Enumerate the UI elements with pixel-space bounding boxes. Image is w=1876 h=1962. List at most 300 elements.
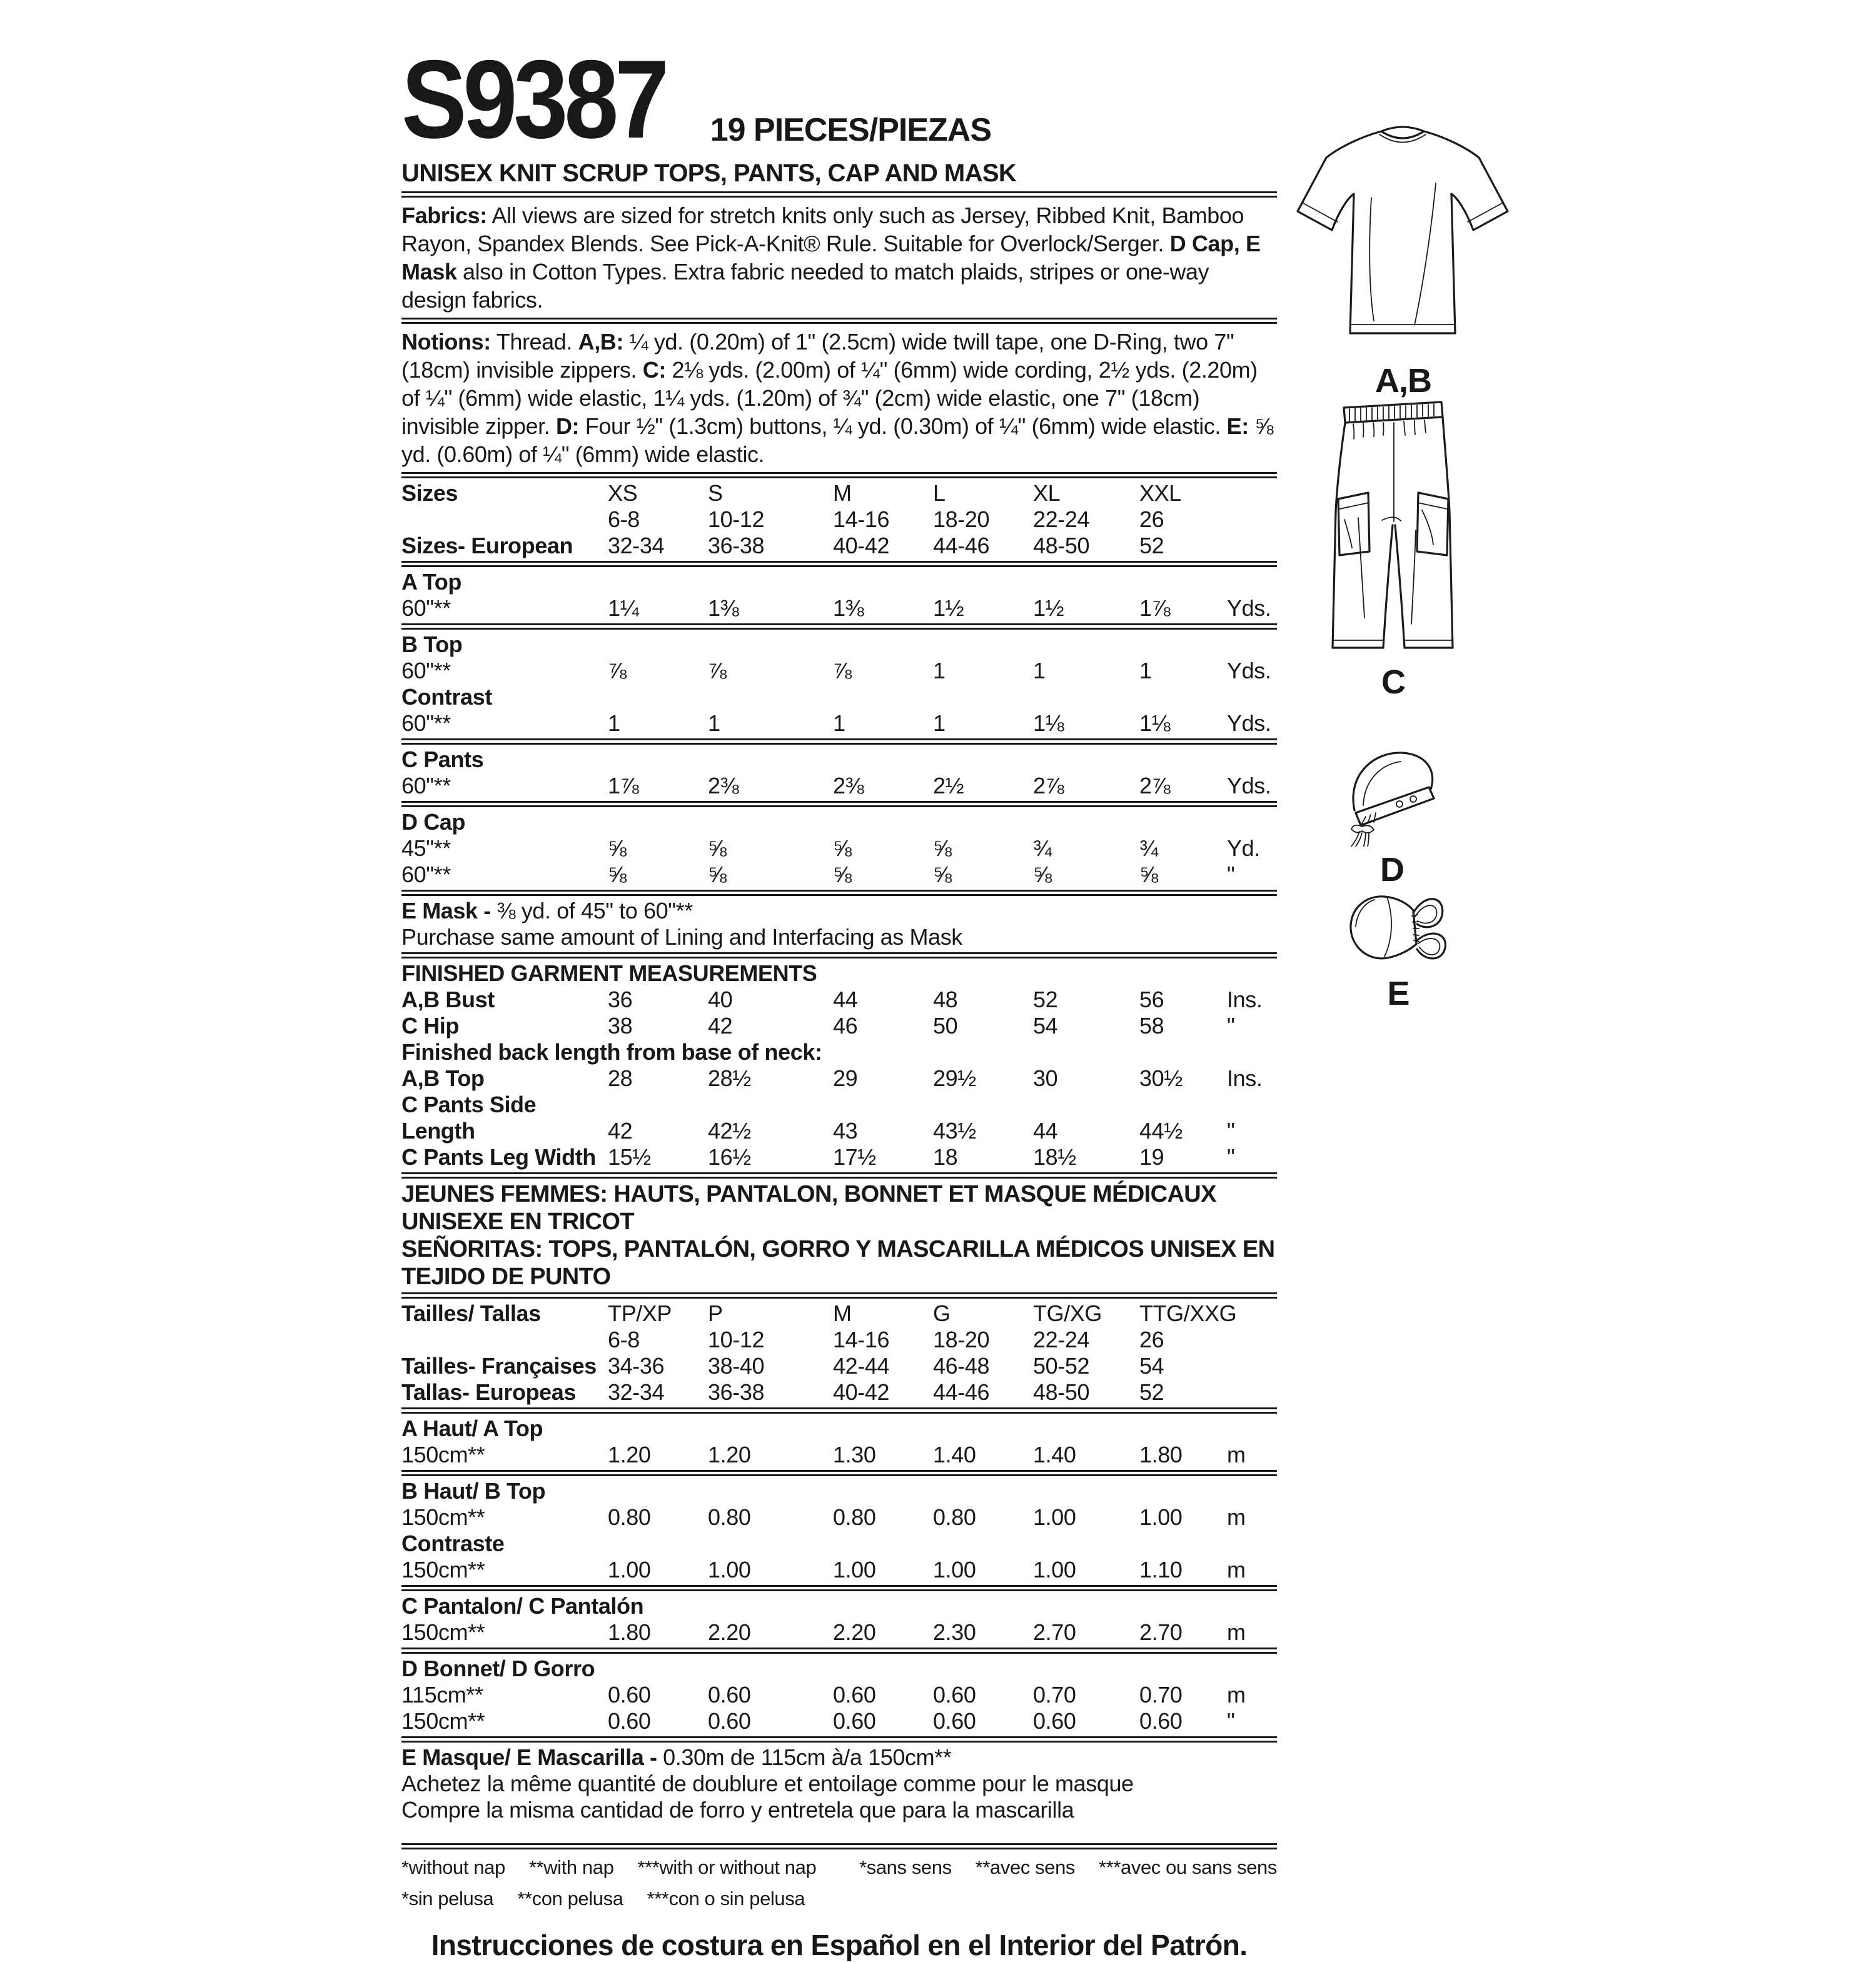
pattern-number: S9387 (401, 37, 666, 161)
unit-cell: " (1227, 1013, 1235, 1039)
value-cell: 0.70 (1033, 1682, 1076, 1708)
unit-cell: m (1227, 1682, 1246, 1708)
value-cell: 1¼ (608, 595, 639, 621)
value-cell: 44-46 (933, 1379, 990, 1405)
divider (401, 561, 1277, 567)
value-cell: 1.80 (1139, 1442, 1183, 1467)
value-cell: 0.60 (708, 1708, 751, 1734)
table-row (401, 658, 1277, 684)
value-cell: 30 (1033, 1065, 1058, 1091)
value-cell: 14-16 (833, 1327, 890, 1352)
value-cell: 0.60 (933, 1682, 976, 1708)
pants-illustration (1321, 398, 1466, 659)
table-row (401, 924, 1277, 950)
row-label: A,B Top (401, 1065, 485, 1091)
value-cell: 56 (1139, 987, 1164, 1012)
row-label: B Top (401, 631, 463, 657)
table-row (401, 533, 1277, 559)
footnote: **avec sens (975, 1856, 1076, 1878)
unit-cell: " (1227, 1118, 1235, 1144)
table-row (401, 898, 1277, 924)
unit-cell: m (1227, 1504, 1246, 1530)
value-cell: ⅝ (608, 862, 627, 887)
value-cell: S (708, 480, 723, 506)
value-cell: 17½ (833, 1144, 876, 1170)
table-row (401, 1144, 1277, 1170)
row-text (401, 1744, 1277, 1771)
figure-label-e: E (1387, 975, 1410, 1012)
value-cell: XL (1033, 480, 1061, 506)
table-row (401, 1708, 1277, 1734)
value-cell: 2⅜ (833, 773, 864, 798)
row-text: Compre la misma cantidad de forro y entretela que para la mascarilla (401, 1797, 1074, 1823)
value-cell: 0.70 (1139, 1682, 1183, 1708)
face-mask-illustration (1343, 888, 1453, 970)
value-cell: 1 (833, 710, 845, 736)
footnotes-line-1 (401, 1854, 1277, 1881)
value-cell: 22-24 (1033, 506, 1090, 532)
value-cell: 1⅛ (1139, 710, 1171, 736)
value-cell: 43½ (933, 1118, 976, 1144)
value-cell: 0.60 (833, 1708, 876, 1734)
value-cell: TTG/XXG (1139, 1300, 1237, 1326)
footnotes-spanish (401, 1886, 805, 1912)
table-row (401, 1442, 1277, 1468)
value-cell: ⅝ (933, 862, 952, 887)
row-label: 60"** (401, 862, 451, 887)
value-cell: XS (608, 480, 638, 506)
value-cell: 1½ (1033, 595, 1064, 621)
french-heading: JEUNES FEMMES: HAUTS, PANTALON, BONNET ET MASQUE MÉDICAUX UNISEXE EN TRICOT (401, 1181, 1216, 1235)
row-label: C Pants Leg Width (401, 1144, 596, 1170)
value-cell: 1⅛ (1033, 710, 1064, 736)
unit-cell: Yds. (1227, 595, 1271, 621)
value-cell: P (708, 1300, 723, 1326)
table-row (401, 747, 1277, 773)
row-label: 150cm** (401, 1557, 485, 1582)
row-label: Tallas- Europeas (401, 1379, 577, 1405)
row-label: D Cap (401, 809, 466, 835)
value-cell: 18 (933, 1144, 958, 1170)
text-segment: E: (1226, 413, 1249, 439)
value-cell: 0.60 (1139, 1708, 1183, 1734)
value-cell: 48-50 (1033, 533, 1090, 558)
value-cell: 6-8 (608, 1327, 640, 1352)
row-label: Finished back length from base of neck: (401, 1039, 822, 1065)
row-label: C Pants (401, 747, 484, 772)
value-cell: 1.00 (708, 1557, 751, 1582)
table-row (401, 1065, 1277, 1092)
value-cell: 48-50 (1033, 1379, 1090, 1405)
divider (401, 952, 1277, 958)
value-cell: 44 (1033, 1118, 1058, 1144)
value-cell: 2⅞ (1033, 773, 1064, 798)
value-cell: 26 (1139, 506, 1164, 532)
value-cell: ¾ (1033, 835, 1052, 861)
text-segment: ⅜ yd. of 45" to 60"** (497, 898, 693, 923)
table-row (401, 1557, 1277, 1583)
text-segment: D: (555, 413, 580, 439)
value-cell: 0.80 (933, 1504, 976, 1530)
value-cell: 32-34 (608, 533, 665, 558)
row-label: Tailles/ Tallas (401, 1300, 541, 1326)
row-label: B Haut/ B Top (401, 1478, 546, 1504)
table-row (401, 506, 1277, 533)
value-cell: 10-12 (708, 506, 765, 532)
value-cell: M (833, 480, 852, 506)
value-cell: ¾ (1139, 835, 1158, 861)
figure-pants-c (1321, 398, 1466, 702)
value-cell: ⅝ (708, 835, 727, 861)
value-cell: 1 (708, 710, 720, 736)
row-label: 150cm** (401, 1708, 485, 1734)
notions-paragraph (401, 328, 1277, 468)
value-cell: 1.80 (608, 1619, 651, 1645)
table-row (401, 1300, 1277, 1327)
value-cell: 42½ (708, 1118, 751, 1144)
value-cell: 54 (1139, 1353, 1164, 1379)
tshirt-back-illustration (1287, 118, 1520, 358)
row-label: Contraste (401, 1531, 505, 1556)
figure-top-ab (1287, 118, 1520, 400)
unit-cell: " (1227, 1708, 1235, 1734)
table-row (401, 1327, 1277, 1353)
row-label: Tailles- Françaises (401, 1353, 597, 1379)
divider (401, 623, 1277, 630)
value-cell: 19 (1139, 1144, 1164, 1170)
figure-mask-e (1343, 888, 1453, 1013)
text-segment: C: (642, 357, 666, 383)
value-cell: ⅝ (608, 835, 627, 861)
text-segment: Fabrics: (401, 203, 487, 228)
divider (401, 738, 1277, 745)
value-cell: 50 (933, 1013, 958, 1039)
value-cell: ⅝ (833, 862, 852, 887)
text-segment: also in Cotton Types. Extra fabric needed to match plaids, stripes or one-way design fabrics. (401, 259, 1209, 313)
value-cell: 44-46 (933, 533, 990, 558)
table-row (401, 710, 1277, 737)
unit-cell: m (1227, 1442, 1246, 1467)
value-cell: G (933, 1300, 951, 1326)
value-cell: 0.60 (608, 1682, 651, 1708)
value-cell: 28 (608, 1065, 633, 1091)
table-row (401, 1504, 1277, 1531)
value-cell: 54 (1033, 1013, 1058, 1039)
value-cell: ⅝ (933, 835, 952, 861)
value-cell: 1 (933, 658, 946, 683)
value-cell: 1 (608, 710, 620, 736)
row-label: C Hip (401, 1013, 459, 1039)
value-cell: 1.20 (608, 1442, 651, 1467)
table-row (401, 1771, 1277, 1797)
table-row (401, 773, 1277, 799)
value-cell: ⅞ (708, 658, 727, 683)
row-label: 150cm** (401, 1619, 485, 1645)
value-cell: 2.70 (1139, 1619, 1183, 1645)
value-cell: 50-52 (1033, 1353, 1090, 1379)
table-row (401, 595, 1277, 621)
table-row (401, 1039, 1277, 1065)
text-segment: 0.30m de 115cm à/a 150cm** (663, 1744, 952, 1770)
divider (401, 801, 1277, 807)
divider (401, 890, 1277, 896)
table-row (401, 684, 1277, 710)
table-row (401, 1416, 1277, 1442)
divider (401, 318, 1277, 324)
figure-label-ab: A,B (1375, 362, 1431, 400)
table-row (401, 1656, 1277, 1682)
fabrics-paragraph (401, 201, 1277, 314)
row-label: D Bonnet/ D Gorro (401, 1656, 595, 1681)
value-cell: 1.00 (933, 1557, 976, 1582)
value-cell: 1.00 (608, 1557, 651, 1582)
value-cell: 42-44 (833, 1353, 890, 1379)
value-cell: 1.00 (1033, 1557, 1076, 1582)
unit-cell: " (1227, 1144, 1235, 1170)
value-cell: 6-8 (608, 506, 640, 532)
value-cell: 1 (1033, 658, 1046, 683)
divider (401, 1407, 1277, 1414)
value-cell: ⅝ (708, 862, 727, 887)
value-cell: 29 (833, 1065, 858, 1091)
text-segment: Thread. (490, 329, 578, 355)
value-cell: 18-20 (933, 1327, 990, 1352)
value-cell: 38-40 (708, 1353, 765, 1379)
row-label: A Top (401, 569, 461, 595)
row-label: A Haut/ A Top (401, 1416, 543, 1441)
table-row (401, 1478, 1277, 1504)
value-cell: 1⅞ (1139, 595, 1171, 621)
value-cell: 16½ (708, 1144, 751, 1170)
unit-cell: Yds. (1227, 773, 1271, 798)
text-segment: 2⅛ yds. (2.00m) of ¼" (6mm) wide cording, 2½ yds. (2.20m) of ¼" (6mm) wide elastic, 1¼ yds. (1.20m) of ¾" (2cm) wide elastic, one 7" (18cm) invisible zipper. (401, 357, 1258, 439)
row-label: C Pants Side Length (401, 1092, 537, 1144)
row-label: 150cm** (401, 1504, 485, 1530)
value-cell: 2.30 (933, 1619, 976, 1645)
unit-cell: Ins. (1227, 987, 1263, 1012)
title-row (401, 33, 1277, 161)
table-row (401, 1531, 1277, 1557)
row-label: 150cm** (401, 1442, 485, 1467)
table-row (401, 480, 1277, 506)
value-cell: 0.80 (708, 1504, 751, 1530)
garment-description: UNISEX KNIT SCRUP TOPS, PANTS, CAP AND MASK (401, 159, 1017, 187)
divider (401, 1736, 1277, 1743)
unit-cell: Yd. (1227, 835, 1260, 861)
row-label: A,B Bust (401, 987, 495, 1012)
value-cell: ⅝ (833, 835, 852, 861)
value-cell: 48 (933, 987, 958, 1012)
text-segment: E Masque/ E Mascarilla - (401, 1744, 663, 1770)
footnote: ***avec ou sans sens (1099, 1856, 1277, 1878)
value-cell: 0.80 (833, 1504, 876, 1530)
table-row (401, 809, 1277, 835)
value-cell: XXL (1139, 480, 1181, 506)
footnotes-line-2 (401, 1886, 1277, 1912)
value-cell: 40 (708, 987, 733, 1012)
value-cell: 52 (1139, 1379, 1164, 1405)
main-column (401, 33, 1277, 1962)
text-segment: ⅝ yd. (0.60m) of ¼" (6mm) wide elastic. (401, 413, 1274, 467)
scrub-cap-illustration (1337, 743, 1447, 847)
table-row (401, 631, 1277, 658)
value-cell: 0.60 (708, 1682, 751, 1708)
value-cell: 43 (833, 1118, 858, 1144)
unit-cell: Ins. (1227, 1065, 1263, 1091)
figure-label-d: D (1380, 851, 1404, 888)
value-cell: 44½ (1139, 1118, 1183, 1144)
value-cell: 2⅞ (1139, 773, 1171, 798)
table-row (401, 1353, 1277, 1379)
value-cell: 58 (1139, 1013, 1164, 1039)
row-label: 60"** (401, 773, 451, 798)
table-row (401, 1092, 1277, 1144)
row-label: Sizes- European (401, 533, 573, 558)
unit-cell: m (1227, 1619, 1246, 1645)
value-cell: 0.80 (608, 1504, 651, 1530)
divider (401, 1648, 1277, 1654)
value-cell: 1.00 (833, 1557, 876, 1582)
pieces-count: 19 PIECES/PIEZAS (710, 112, 992, 148)
value-cell: 22-24 (1033, 1327, 1090, 1352)
value-cell: 46-48 (933, 1353, 990, 1379)
footnotes-french (859, 1854, 1277, 1881)
table-row (401, 569, 1277, 595)
row-text: Purchase same amount of Lining and Interfacing as Mask (401, 924, 962, 950)
value-cell: 44 (833, 987, 858, 1012)
table-row (401, 1013, 1277, 1039)
spanish-heading: SEÑORITAS: TOPS, PANTALÓN, GORRO Y MASCARILLA MÉDICOS UNISEX EN TEJIDO DE PUNTO (401, 1236, 1275, 1290)
row-text: Achetez la même quantité de doublure et entoilage comme pour le masque (401, 1771, 1134, 1796)
value-cell: 1.30 (833, 1442, 876, 1467)
value-cell: 2⅜ (708, 773, 739, 798)
yardage-table-metric (401, 1292, 1277, 1823)
value-cell: 1⅞ (608, 773, 639, 798)
table-row (401, 862, 1277, 888)
value-cell: 0.60 (608, 1708, 651, 1734)
row-label: 115cm** (401, 1682, 483, 1708)
value-cell: 46 (833, 1013, 858, 1039)
value-cell: 1⅜ (833, 595, 864, 621)
value-cell: ⅝ (1033, 862, 1052, 887)
value-cell: 1.40 (1033, 1442, 1076, 1467)
value-cell: ⅞ (833, 658, 852, 683)
figure-label-c: C (1381, 663, 1405, 701)
value-cell: 1.10 (1139, 1557, 1183, 1582)
unit-cell: " (1227, 862, 1235, 887)
value-cell: 52 (1033, 987, 1058, 1012)
table-row (401, 835, 1277, 862)
footnote: *sin pelusa (401, 1888, 494, 1909)
value-cell: 15½ (608, 1144, 651, 1170)
text-segment: A,B: (578, 329, 623, 355)
value-cell: 1⅜ (708, 595, 739, 621)
value-cell: ⅞ (608, 658, 627, 683)
row-label: 60"** (401, 658, 451, 683)
text-segment: ¼ yd. (0.20m) of 1" (2.5cm) wide twill tape, one D-Ring, two 7" (18cm) invisible zippers. (401, 329, 1234, 383)
value-cell: 0.60 (1033, 1708, 1076, 1734)
value-cell: 0.60 (833, 1682, 876, 1708)
row-label: C Pantalon/ C Pantalón (401, 1593, 644, 1619)
divider (401, 472, 1277, 478)
value-cell: 30½ (1139, 1065, 1183, 1091)
value-cell: 36-38 (708, 533, 765, 558)
value-cell: 2½ (933, 773, 964, 798)
text-segment: All views are sized for stretch knits only such as Jersey, Ribbed Knit, Bamboo Rayon, Spandex Blends. See Pick-A-Knit® Rule. Suitable for Overlock/Serger. (401, 203, 1244, 256)
value-cell: 2.20 (708, 1619, 751, 1645)
table-row (401, 1619, 1277, 1646)
value-cell: 26 (1139, 1327, 1164, 1352)
value-cell: 1 (933, 710, 946, 736)
value-cell: L (933, 480, 946, 506)
unit-cell: Yds. (1227, 658, 1271, 683)
footnotes-english (401, 1854, 816, 1881)
figure-cap-d (1337, 743, 1447, 889)
value-cell: ⅝ (1139, 862, 1158, 887)
table-row (401, 1379, 1277, 1406)
footnote: **with nap (528, 1856, 614, 1878)
value-cell: 42 (608, 1118, 633, 1144)
value-cell: 36-38 (708, 1379, 765, 1405)
value-cell: 0.60 (933, 1708, 976, 1734)
row-text (401, 898, 1277, 924)
value-cell: 40-42 (833, 533, 890, 558)
value-cell: 52 (1139, 533, 1164, 558)
value-cell: M (833, 1300, 852, 1326)
value-cell: 28½ (708, 1065, 751, 1091)
footnote: **con pelusa (517, 1888, 623, 1909)
value-cell: 29½ (933, 1065, 976, 1091)
table-row (401, 1744, 1277, 1771)
unit-cell: Yds. (1227, 710, 1271, 736)
footnote: ***with or without nap (637, 1856, 817, 1878)
value-cell: 10-12 (708, 1327, 765, 1352)
value-cell: 18½ (1033, 1144, 1076, 1170)
text-segment: D Cap, E Mask (401, 231, 1261, 284)
value-cell: 1.20 (708, 1442, 751, 1467)
divider (401, 1585, 1277, 1591)
value-cell: 32-34 (608, 1379, 665, 1405)
value-cell: 1.00 (1033, 1504, 1076, 1530)
row-label: 60"** (401, 710, 451, 736)
footnote: *without nap (401, 1856, 505, 1878)
value-cell: 1.40 (933, 1442, 976, 1467)
value-cell: 1½ (933, 595, 964, 621)
row-label: 45"** (401, 835, 451, 861)
row-label: FINISHED GARMENT MEASUREMENTS (401, 960, 817, 986)
table-row (401, 960, 1277, 987)
table-row (401, 987, 1277, 1013)
value-cell: 42 (708, 1013, 733, 1039)
table-row (401, 1593, 1277, 1619)
value-cell: TP/XP (608, 1300, 672, 1326)
row-label: Sizes (401, 480, 458, 506)
divider (401, 191, 1277, 198)
divider (401, 1172, 1277, 1179)
value-cell: TG/XG (1033, 1300, 1102, 1326)
value-cell: 18-20 (933, 506, 990, 532)
text-segment: Notions: (401, 329, 491, 355)
divider (401, 1843, 1277, 1849)
value-cell: 38 (608, 1013, 633, 1039)
value-cell: 1 (1139, 658, 1152, 683)
table-row (401, 1797, 1277, 1823)
value-cell: 1.00 (1139, 1504, 1183, 1530)
divider (401, 1470, 1277, 1476)
value-cell: 36 (608, 987, 633, 1012)
divider (401, 1292, 1277, 1299)
unit-cell: m (1227, 1557, 1246, 1582)
